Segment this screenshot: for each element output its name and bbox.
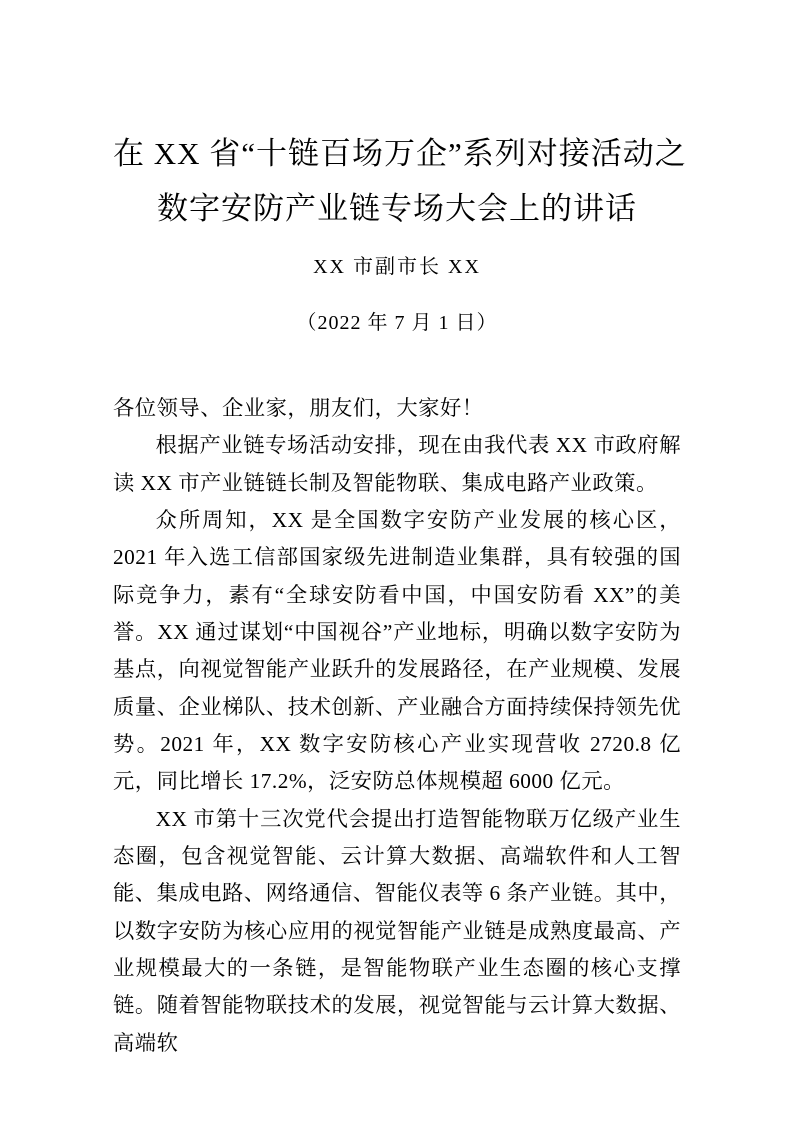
author-line: XX 市副市长 XX bbox=[313, 256, 481, 278]
paragraph: XX 市第十三次党代会提出打造智能物联万亿级产业生态圈，包含视觉智能、云计算大数据、高端软件和人工智能、集成电路、网络通信、智能仪表等 6 条产业链。其中，以数字安防为核心应用的视觉智能产业链是成熟度最高、产业规模最大的一条链，是智能物联产业生态圈的核心支撑链。随着智能物联技术的发展，视觉智能与云计算大数据、高端软 bbox=[113, 806, 681, 1055]
document-body bbox=[113, 390, 681, 1062]
document-title bbox=[113, 126, 687, 236]
paragraph: 根据产业链专场活动安排，现在由我代表 XX 市政府解读 XX 市产业链链长制及智能物联、集成电路产业政策。 bbox=[113, 433, 681, 495]
paragraph: 各位领导、企业家，朋友们，大家好！ bbox=[113, 396, 484, 420]
title-line-2: 数字安防产业链专场大会上的讲话 bbox=[157, 191, 637, 226]
paragraph: 众所周知，XX 是全国数字安防产业发展的核心区，2021 年入选工信部国家级先进制造业集群，具有较强的国际竞争力，素有“全球安防看中国，中国安防看 XX”的美誉。XX 通过谋划“中国视谷”产业地标，明确以数字安防为基点，向视觉智能产业跃升的发展路径，在产业规模、发展质量、企业梯队、技术创新、产业融合方面持续保持领先优势。2021 年，XX 数字安防核心产业实现营收 2720.8 亿元，同比增长 17.2%，泛安防总体规模超 6000 亿元。 bbox=[113, 507, 681, 794]
title-line-1: 在 XX 省“十链百场万企”系列对接活动之 bbox=[113, 136, 687, 171]
date-line: （2022 年 7 月 1 日） bbox=[296, 312, 498, 334]
